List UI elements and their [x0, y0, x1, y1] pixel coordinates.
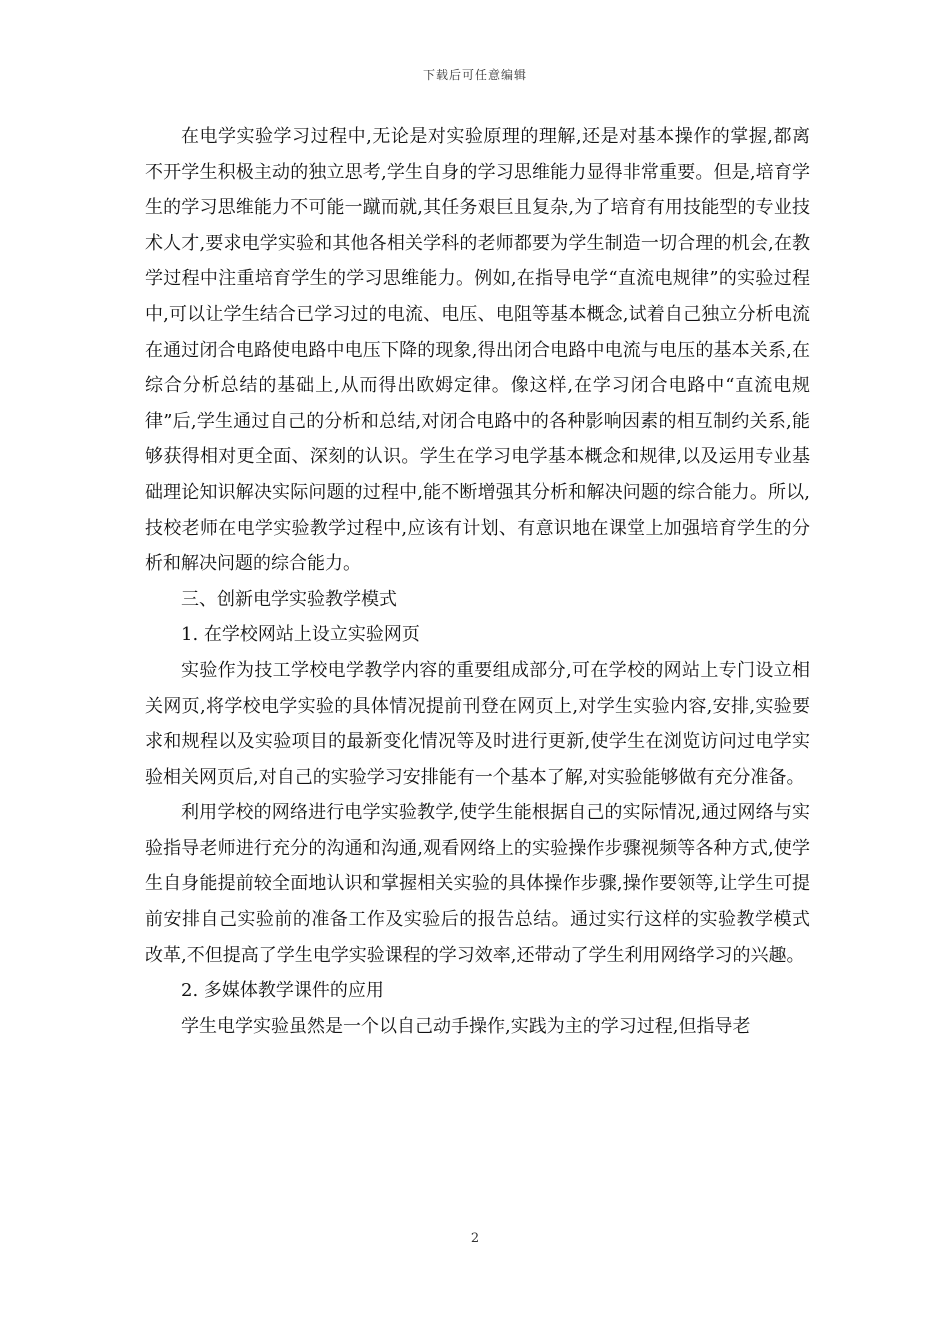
paragraph-multimedia: 学生电学实验虽然是一个以自己动手操作,实践为主的学习过程,但指导老 [181, 1015, 751, 1037]
subsection-heading-2: 2. 多媒体教学课件的应用 [181, 980, 384, 1002]
subsection-heading-1: 1. 在学校网站上设立实验网页 [181, 624, 420, 646]
page-number: 2 [470, 1231, 480, 1246]
page-header: 下载后可任意编辑 [422, 68, 527, 82]
section-heading-3: 三、创新电学实验教学模式 [181, 588, 397, 610]
document-body [145, 119, 810, 1044]
paragraph-network-teaching: 利用学校的网络进行电学实验教学,使学生能根据自己的实际情况,通过网络与实验指导老师进行充分的沟通和沟通,观看网络上的实验操作步骤视频等各种方式,使学生自身能提前较全面地认识和掌握相关实验的具体操作步骤,操作要领等,让学生可提前安排自己实验前的准备工作及实验后的报告总结。通过实行这样的实验教学模式改革,不但提高了学生电学实验课程的学习效率,还带动了学生利用网络学习的兴趣。 [145, 802, 810, 966]
paragraph-experiment-webpage: 实验作为技工学校电学教学内容的重要组成部分,可在学校的网站上专门设立相关网页,将学校电学实验的具体情况提前刊登在网页上,对学生实验内容,安排,实验要求和规程以及实验项目的最新变化情况等及时进行更新,使学生在浏览访问过电学实验相关网页后,对自己的实验学习安排能有一个基本了解,对实验能够做有充分准备。 [145, 659, 810, 788]
paragraph-thinking-ability: 在电学实验学习过程中,无论是对实验原理的理解,还是对基本操作的掌握,都离不开学生积极主动的独立思考,学生自身的学习思维能力显得非常重要。但是,培育学生的学习思维能力不可能一蹴而就,其任务艰巨且复杂,为了培育有用技能型的专业技术人才,要求电学实验和其他各相关学科的老师都要为学生制造一切合理的机会,在教学过程中注重培育学生的学习思维能力。例如,在指导电学“直流电规律”的实验过程中,可以让学生结合已学习过的电流、电压、电阻等基本概念,试着自己独立分析电流在通过闭合电路使电路中电压下降的现象,得出闭合电路中电流与电压的基本关系,在综合分析总结的基础上,从而得出欧姆定律。像这样,在学习闭合电路中“直流电规律”后,学生通过自己的分析和总结,对闭合电路中的各种影响因素的相互制约关系,能够获得相对更全面、深刻的认识。学生在学习电学基本概念和规律,以及运用专业基础理论知识解决实际问题的过程中,能不断增强其分析和解决问题的综合能力。所以,技校老师在电学实验教学过程中,应该有计划、有意识地在课堂上加强培育学生的分析和解决问题的综合能力。 [145, 126, 810, 575]
